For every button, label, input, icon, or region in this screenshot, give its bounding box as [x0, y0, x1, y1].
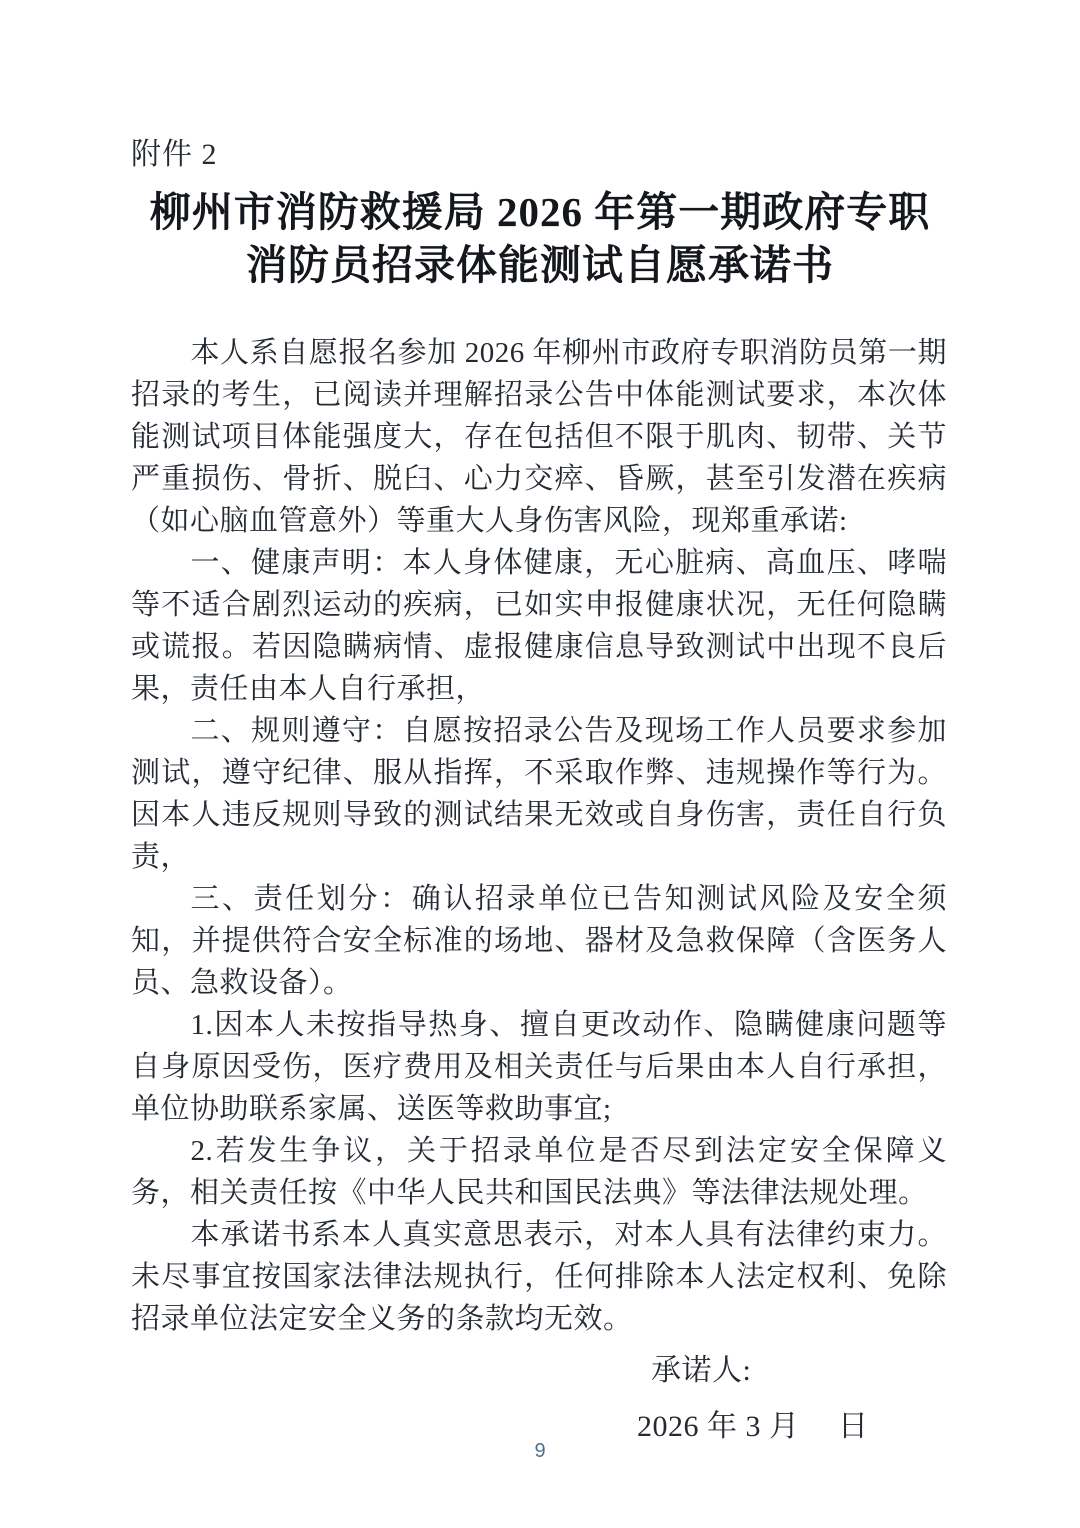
page-number: 9: [534, 1440, 546, 1462]
sub-clause-1-self-injury: 1.因本人未按指导热身、擅自更改动作、隐瞒健康问题等自身原因受伤，医疗费用及相关责任与后果由本人自行承担，单位协助联系家属、送医等救助事宜;: [131, 1009, 947, 1125]
sub-clause-2-dispute: 2.若发生争议，关于招录单位是否尽到法定安全保障义务，相关责任按《中华人民共和国民法典》等法律法规处理。: [131, 1135, 947, 1209]
document-title-line-1: 柳州市消防救援局 2026 年第一期政府专职: [149, 189, 931, 235]
paragraph-intro: 本人系自愿报名参加 2026 年柳州市政府专职消防员第一期招录的考生，已阅读并理解招录公告中体能测试要求，本次体能测试项目体能强度大，存在包括但不限于肌肉、韧带、关节严重损伤、骨折、脱臼、心力交瘁、昏厥，甚至引发潜在疾病（如心脑血管意外）等重大人身伤害风险，现郑重承诺:: [131, 337, 947, 537]
clause-1-health-declaration: 一、健康声明：本人身体健康，无心脏病、高血压、哮喘等不适合剧烈运动的疾病，已如实申报健康状况，无任何隐瞒或谎报。若因隐瞒病情、虚报健康信息导致测试中出现不良后果，责任由本人自行承担，: [131, 547, 947, 705]
paragraph-closing: 本承诺书系本人真实意思表示，对本人具有法律约束力。未尽事宜按国家法律法规执行，任何排除本人法定权利、免除招录单位法定安全义务的条款均无效。: [131, 1219, 947, 1335]
signature-promiser-label: 承诺人:: [651, 1354, 752, 1387]
clause-2-rule-compliance: 二、规则遵守：自愿按招录公告及现场工作人员要求参加测试，遵守纪律、服从指挥，不采取作弊、违规操作等行为。因本人违反规则导致的测试结果无效或自身伤害，责任自行负责，: [131, 715, 947, 873]
signature-date: 2026 年 3 月 日: [637, 1410, 869, 1443]
document-body: [131, 332, 947, 1448]
signature-block: [131, 1350, 947, 1448]
document-title-line-2: 消防员招录体能测试自愿承诺书: [246, 242, 834, 288]
attachment-label: 附件 2: [131, 138, 218, 171]
clause-3-responsibility-division: 三、责任划分：确认招录单位已告知测试风险及安全须知，并提供符合安全标准的场地、器材及急救保障（含医务人员、急救设备）。: [131, 883, 947, 999]
document-title: [0, 186, 1080, 292]
